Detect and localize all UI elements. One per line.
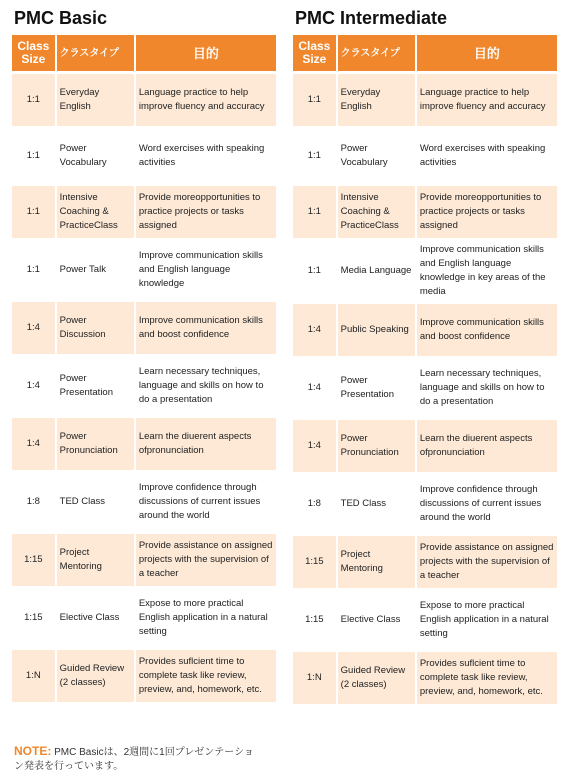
table-row <box>12 186 276 238</box>
table-row <box>12 129 276 183</box>
class-type-cell: Guided Review (2 classes) <box>338 652 415 704</box>
pmc-intermediate-table <box>291 32 559 707</box>
class-size-cell: 1:N <box>12 650 55 702</box>
class-size-cell: 1:1 <box>12 74 55 126</box>
header-purpose: 目的 <box>417 35 557 71</box>
class-size-cell: 1:4 <box>12 357 55 415</box>
purpose-cell: Improve communication skills and boost confidence <box>136 302 276 354</box>
class-size-cell: 1:8 <box>293 475 336 533</box>
pmc-intermediate-body <box>293 74 557 704</box>
class-type-cell: TED Class <box>338 475 415 533</box>
purpose-cell: Expose to more practical English application in a natural setting <box>136 589 276 647</box>
class-size-cell: 1:4 <box>293 359 336 417</box>
table-row <box>12 302 276 354</box>
class-type-cell: TED Class <box>57 473 134 531</box>
class-type-cell: Power Presentation <box>57 357 134 415</box>
purpose-cell: Improve communication skills and English language knowledge <box>136 241 276 299</box>
table-row <box>293 591 557 649</box>
purpose-cell: Improve confidence through discussions of current issues around the world <box>136 473 276 531</box>
table-row <box>12 357 276 415</box>
class-type-cell: Media Language <box>338 241 415 301</box>
note-text: PMC Basicは、2週間に1回プレゼンテーション発表を行っています。 <box>14 747 254 772</box>
class-size-cell: 1:1 <box>12 129 55 183</box>
pmc-basic-body <box>12 74 276 702</box>
purpose-cell: Provide moreopportunities to practice projects or tasks assigned <box>417 186 557 238</box>
class-size-cell: 1:1 <box>293 186 336 238</box>
class-type-cell: Power Pronunciation <box>57 418 134 470</box>
table-row <box>12 534 276 586</box>
class-type-cell: Power Vocabulary <box>338 129 415 183</box>
purpose-cell: Provides suflcient time to complete task like review, preview, and, homework, etc. <box>417 652 557 704</box>
class-size-cell: 1:4 <box>293 304 336 356</box>
purpose-cell: Learn the diuerent aspects ofpronunciation <box>136 418 276 470</box>
class-size-cell: 1:1 <box>293 241 336 301</box>
purpose-cell: Provide assistance on assigned projects with the supervision of a teacher <box>136 534 276 586</box>
table-row <box>12 418 276 470</box>
class-type-cell: Power Discussion <box>57 302 134 354</box>
header-class-size: Class Size <box>12 35 55 71</box>
purpose-cell: Improve communication skills and English language knowledge in key areas of the media <box>417 241 557 301</box>
class-type-cell: Project Mentoring <box>338 536 415 588</box>
class-size-cell: 1:1 <box>12 241 55 299</box>
class-type-cell: Everyday English <box>57 74 134 126</box>
purpose-cell: Provides suflcient time to complete task like review, preview, and, homework, etc. <box>136 650 276 702</box>
purpose-cell: Improve confidence through discussions of current issues around the world <box>417 475 557 533</box>
class-type-cell: Intensive Coaching & PracticeClass <box>57 186 134 238</box>
pmc-intermediate-panel <box>293 6 557 707</box>
table-row <box>12 473 276 531</box>
table-row <box>293 652 557 704</box>
class-size-cell: 1:8 <box>12 473 55 531</box>
purpose-cell: Expose to more practical English application in a natural setting <box>417 591 557 649</box>
purpose-cell: Language practice to help improve fluency and accuracy <box>136 74 276 126</box>
class-type-cell: Elective Class <box>57 589 134 647</box>
class-type-cell: Public Speaking <box>338 304 415 356</box>
table-row <box>293 536 557 588</box>
table-row <box>293 420 557 472</box>
class-type-cell: Power Pronunciation <box>338 420 415 472</box>
pmc-basic-table <box>10 32 278 705</box>
header-purpose: 目的 <box>136 35 276 71</box>
class-size-cell: 1:15 <box>12 589 55 647</box>
class-size-cell: 1:15 <box>12 534 55 586</box>
header-class-type: クラスタイプ <box>338 35 415 71</box>
purpose-cell: Learn necessary techniques, language and skills on how to do a presentation <box>136 357 276 415</box>
table-row <box>293 74 557 126</box>
table-row <box>293 241 557 301</box>
purpose-cell: Learn necessary techniques, language and skills on how to do a presentation <box>417 359 557 417</box>
class-size-cell: 1:4 <box>293 420 336 472</box>
class-size-cell: 1:1 <box>293 74 336 126</box>
class-size-cell: 1:4 <box>12 302 55 354</box>
header-class-size: Class Size <box>293 35 336 71</box>
pmc-basic-panel <box>12 6 276 705</box>
class-size-cell: 1:1 <box>293 129 336 183</box>
class-size-cell: 1:1 <box>12 186 55 238</box>
table-row <box>293 186 557 238</box>
table-row <box>12 650 276 702</box>
class-size-cell: 1:N <box>293 652 336 704</box>
class-size-cell: 1:15 <box>293 536 336 588</box>
table-row <box>12 589 276 647</box>
class-type-cell: Power Presentation <box>338 359 415 417</box>
pmc-basic-title: PMC Basic <box>14 8 108 28</box>
class-type-cell: Elective Class <box>338 591 415 649</box>
table-header-row <box>12 35 276 71</box>
purpose-cell: Provide moreopportunities to practice projects or tasks assigned <box>136 186 276 238</box>
class-type-cell: Everyday English <box>338 74 415 126</box>
footnote <box>14 744 254 774</box>
table-row <box>12 241 276 299</box>
purpose-cell: Language practice to help improve fluency and accuracy <box>417 74 557 126</box>
purpose-cell: Word exercises with speaking activities <box>136 129 276 183</box>
header-class-type: クラスタイプ <box>57 35 134 71</box>
class-type-cell: Power Talk <box>57 241 134 299</box>
table-row <box>293 359 557 417</box>
table-row <box>293 475 557 533</box>
class-type-cell: Guided Review (2 classes) <box>57 650 134 702</box>
note-label: NOTE: <box>14 744 52 758</box>
class-type-cell: Power Vocabulary <box>57 129 134 183</box>
purpose-cell: Provide assistance on assigned projects with the supervision of a teacher <box>417 536 557 588</box>
class-type-cell: Intensive Coaching & PracticeClass <box>338 186 415 238</box>
purpose-cell: Word exercises with speaking activities <box>417 129 557 183</box>
pmc-intermediate-title: PMC Intermediate <box>295 8 448 28</box>
class-size-cell: 1:4 <box>12 418 55 470</box>
purpose-cell: Improve communication skills and boost confidence <box>417 304 557 356</box>
table-row <box>293 129 557 183</box>
class-type-cell: Project Mentoring <box>57 534 134 586</box>
purpose-cell: Learn the diuerent aspects ofpronunciation <box>417 420 557 472</box>
table-row <box>12 74 276 126</box>
table-row <box>293 304 557 356</box>
class-size-cell: 1:15 <box>293 591 336 649</box>
table-header-row <box>293 35 557 71</box>
